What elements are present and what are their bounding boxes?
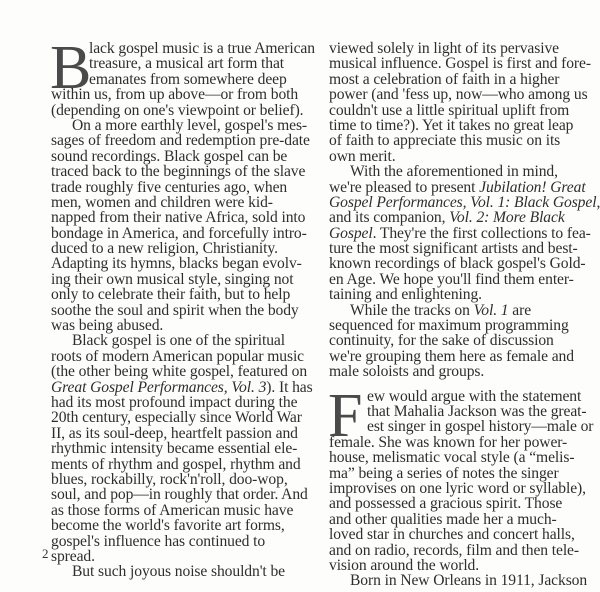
right-column-text-mahalia <box>328 381 594 590</box>
text-line: we're grouping them here as female and <box>329 347 574 365</box>
text-line: sound recordings. Black gospel can be <box>51 147 288 165</box>
text-line: power (and 'fess up, now—who among us <box>329 86 588 104</box>
text-line: only to celebrate their faith, but to help <box>51 286 291 304</box>
text-line: and its companion, Vol. 2: More Black <box>329 209 565 227</box>
left-column <box>50 34 315 581</box>
text-line: napped from their native Africa, sold into <box>51 209 306 227</box>
text-line: improvises on one lyric word or syllable), <box>329 479 586 497</box>
text-line: had its most profound impact during the <box>51 393 298 411</box>
text-line: most a celebration of faith in a higher <box>329 70 560 88</box>
text-line: within us, from up above—or from both <box>51 86 299 104</box>
text-line: as those forms of American music have <box>51 501 294 519</box>
italic-title: Vol. 1 <box>473 301 509 319</box>
text-line: musical influence. Gospel is first and fore- <box>329 55 591 73</box>
text-line: ture the most significant artists and best- <box>329 240 578 258</box>
left-column-text <box>50 34 315 581</box>
italic-title: Jubilation! Great <box>479 178 586 196</box>
text-line: emanates from somewhere deep <box>89 70 287 88</box>
text-line: blues, rockabilly, rock'n'roll, doo-wop, <box>51 470 288 488</box>
text-line: sages of freedom and redemption pre-date <box>51 132 310 150</box>
text-line: duced to a new religion, Christianity. <box>51 240 278 258</box>
text-line: own merit. <box>329 147 396 165</box>
text-line: traced back to the beginnings of the slave <box>51 163 306 181</box>
text-line: men, women and children were kid- <box>51 193 273 211</box>
text-line: of faith to appreciate this music on its <box>329 132 561 150</box>
right-column <box>328 40 600 590</box>
drop-cap-f: F <box>328 381 363 450</box>
text-line: ew would argue with the statement <box>367 387 582 405</box>
text-line: spread. <box>51 547 95 565</box>
right-column-text-intro <box>329 40 600 381</box>
text-line: and possessed a gracious spirit. Those <box>329 495 563 513</box>
italic-title: Gospel Performances, Vol. 1: Black Gospel <box>329 193 597 211</box>
text-line: known recordings of black gospel's Gold- <box>329 255 586 273</box>
text-line: While the tracks on Vol. 1 are <box>350 301 532 319</box>
mahalia-section <box>328 381 594 590</box>
text-line: Gospel Performances, Vol. 1: Black Gospel, <box>329 193 600 211</box>
text-line: (the other being white gospel, featured on <box>51 363 308 381</box>
text-line: was being abused. <box>51 317 164 335</box>
drop-cap-b: B <box>50 34 92 102</box>
text-line: and other qualities made her a much- <box>329 510 557 528</box>
text-line: But such joyous noise shouldn't be <box>72 563 285 581</box>
text-line: bondage in America, and forcefully intro- <box>51 224 307 242</box>
text-line: II, as its soul-deep, heartfelt passion and <box>51 424 298 442</box>
text-line: ma” being a series of notes the singer <box>329 464 559 482</box>
text-line: loved star in churches and concert halls, <box>329 526 575 544</box>
text-line: we're pleased to present Jubilation! Great <box>329 178 586 196</box>
text-line: sequenced for maximum programming <box>329 317 569 335</box>
text-line: est singer in gospel history—male or <box>367 418 594 436</box>
text-line: female. She was known for her power- <box>329 433 568 451</box>
text-line: viewed solely in light of its pervasive <box>329 40 559 57</box>
page-number: 2 <box>42 546 49 561</box>
text-line: (depending on one's viewpoint or belief). <box>51 101 304 119</box>
text-line: vision around the world. <box>329 556 480 574</box>
italic-title: Great Gospel Performances, Vol. 3 <box>51 378 267 396</box>
text-line: that Mahalia Jackson was the great- <box>367 402 587 420</box>
text-line: soul, and pop—in roughly that order. And <box>51 486 308 504</box>
text-line: male soloists and groups. <box>329 363 485 381</box>
text-line: Great Gospel Performances, Vol. 3). It has <box>51 378 313 396</box>
text-line: ments of rhythm and gospel, rhythm and <box>51 455 301 473</box>
text-line: Born in New Orleans in 1911, Jackson <box>350 572 588 590</box>
text-line: become the world's favorite art forms, <box>51 517 285 535</box>
text-line: rhythmic intensity became essential ele- <box>51 440 298 458</box>
text-line: soothe the soul and spirit when the body <box>51 301 299 319</box>
text-line: house, melismatic vocal style (a “melis- <box>329 449 575 467</box>
italic-title: Vol. 2: More Black <box>449 209 565 227</box>
text-line: On a more earthly level, gospel's mes- <box>72 116 308 134</box>
text-line: Gospel. They're the first collections to fea- <box>329 224 591 242</box>
text-line: With the aforementioned in mind, <box>350 163 558 181</box>
text-line: taining and enlightening. <box>329 286 482 304</box>
text-line: gospel's influence has continued to <box>51 532 266 550</box>
text-line: Adapting its hymns, blacks began evolv- <box>51 255 302 273</box>
text-line: trade roughly five centuries ago, when <box>51 178 288 196</box>
text-line: ing their own musical style, singing not <box>51 270 294 288</box>
text-line: and on radio, records, film and then tele- <box>329 541 579 559</box>
text-line: en Age. We hope you'll find them enter- <box>329 270 574 288</box>
text-line: Black gospel is one of the spiritual <box>72 332 285 350</box>
italic-title: Gospel <box>329 224 373 242</box>
text-line: time to time?). Yet it takes no great leap <box>329 116 574 134</box>
text-line: lack gospel music is a true American <box>89 40 315 57</box>
text-line: couldn't use a little spiritual uplift from <box>329 101 570 119</box>
text-line: continuity, for the sake of discussion <box>329 332 554 350</box>
text-line: roots of modern American popular music <box>51 347 305 365</box>
text-line: 20th century, especially since World War <box>51 409 302 427</box>
text-line: treasure, a musical art form that <box>89 55 285 73</box>
